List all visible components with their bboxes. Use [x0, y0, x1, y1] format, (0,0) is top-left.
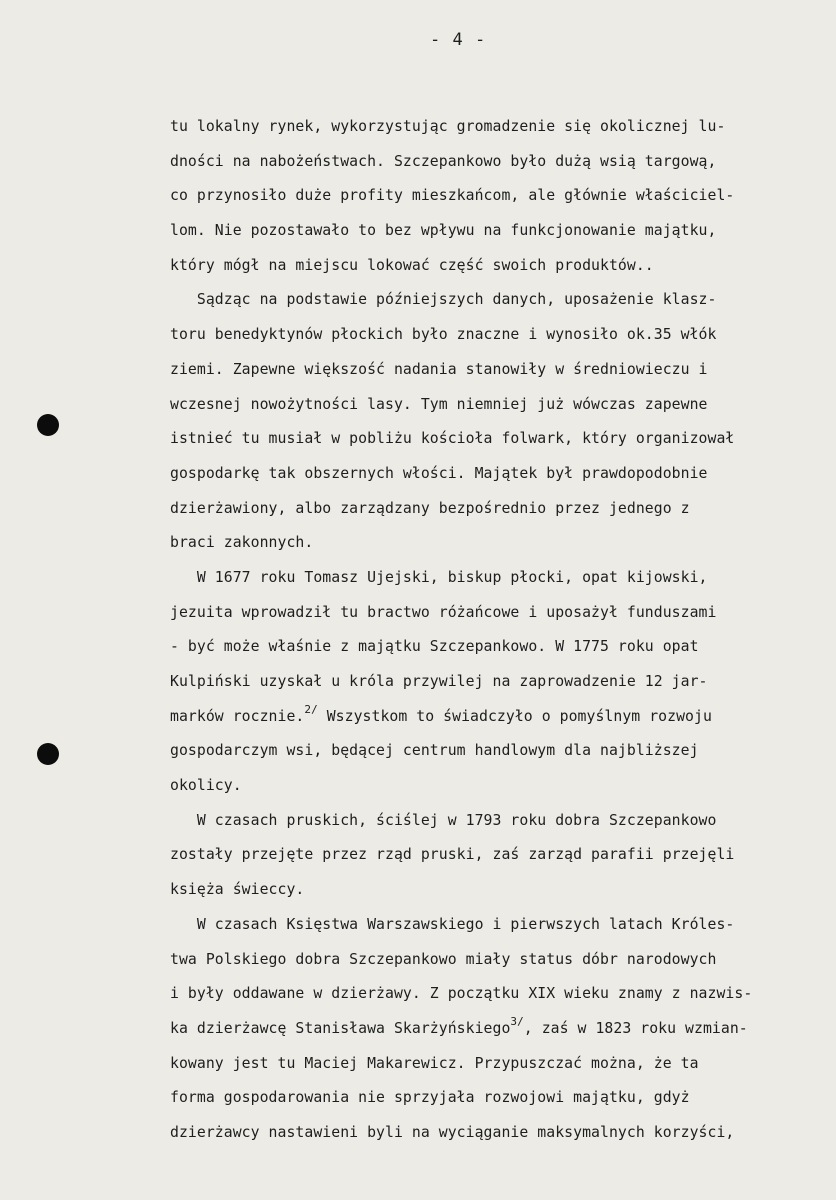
text-line: kowany jest tu Maciej Makarewicz. Przypuszczać można, że ta: [170, 1054, 699, 1072]
text-line: tu lokalny rynek, wykorzystując gromadzenie się okolicznej lu-: [170, 118, 726, 135]
text-line: Kulpiński uzyskał u króla przywilej na zaprowadzenie 12 jar-: [170, 673, 708, 690]
text-line: jezuita wprowadził tu bractwo różańcowe i uposażył funduszami: [170, 603, 717, 621]
text-line: wczesnej nowożytności lasy. Tym niemniej już wówczas zapewne: [170, 395, 708, 413]
text-line: i były oddawane w dzierżawy. Z początku XIX wieku znamy z nazwis-: [170, 985, 753, 1003]
text-line: który mógł na miejscu lokować część swoich produktów..: [170, 256, 654, 274]
page-number: - 4 -: [430, 30, 487, 50]
text-line: dności na nabożeństwach. Szczepankowo było dużą wsią targową,: [170, 152, 717, 170]
text-line: lom. Nie pozostawało to bez wpływu na funkcjonowanie majątku,: [170, 222, 717, 240]
text-line-with-footnote: [170, 700, 820, 735]
footnote-marker: 3/: [510, 1014, 524, 1028]
punch-hole: [37, 414, 59, 436]
text-line: braci zakonnych.: [170, 534, 314, 552]
text-segment: marków rocznie.: [170, 707, 305, 725]
typewritten-body: [170, 110, 820, 1151]
text-segment: Wszystkom to świadczyło o pomyślnym rozwoju: [317, 707, 712, 725]
text-segment: , zaś w 1823 roku wzmian-: [523, 1019, 748, 1037]
text-line: dzierżawcy nastawieni byli na wyciąganie maksymalnych korzyści,: [170, 1123, 735, 1141]
text-line: dzierżawiony, albo zarządzany bezpośrednio przez jednego z: [170, 499, 690, 517]
text-line: gospodarkę tak obszernych włości. Majątek był prawdopodobnie: [170, 464, 708, 482]
text-line: gospodarczym wsi, będącej centrum handlowym dla najbliższej: [170, 742, 699, 760]
text-line: W 1677 roku Tomasz Ujejski, biskup płocki, opat kijowski,: [170, 568, 708, 586]
text-line: twa Polskiego dobra Szczepankowo miały status dóbr narodowych: [170, 950, 717, 968]
text-line: co przynosiło duże profity mieszkańcom, ale głównie właściciel-: [170, 187, 735, 205]
text-line: W czasach Księstwa Warszawskiego i pierwszych latach Króles-: [170, 915, 735, 933]
text-line: okolicy.: [170, 777, 242, 795]
text-line: księża świeccy.: [170, 881, 305, 899]
text-line: Sądząc na podstawie późniejszych danych, uposażenie klasz-: [170, 291, 717, 309]
text-line-with-footnote: [170, 1012, 820, 1047]
text-line: ziemi. Zapewne większość nadania stanowiły w średniowieczu i: [170, 360, 708, 378]
text-line: istnieć tu musiał w pobliżu kościoła folwark, który organizował: [170, 430, 735, 448]
punch-hole: [37, 743, 59, 765]
text-line: toru benedyktynów płockich było znaczne i wynosiło ok.35 włók: [170, 326, 717, 344]
text-line: forma gospodarowania nie sprzyjała rozwojowi majątku, gdyż: [170, 1089, 690, 1107]
text-segment: ka dzierżawcę Stanisława Skarżyńskiego: [170, 1019, 511, 1037]
text-line: zostały przejęte przez rząd pruski, zaś zarząd parafii przejęli: [170, 846, 735, 864]
text-line: - być może właśnie z majątku Szczepankowo. W 1775 roku opat: [170, 638, 699, 656]
footnote-marker: 2/: [304, 702, 318, 716]
text-line: W czasach pruskich, ściślej w 1793 roku dobra Szczepankowo: [170, 811, 717, 829]
